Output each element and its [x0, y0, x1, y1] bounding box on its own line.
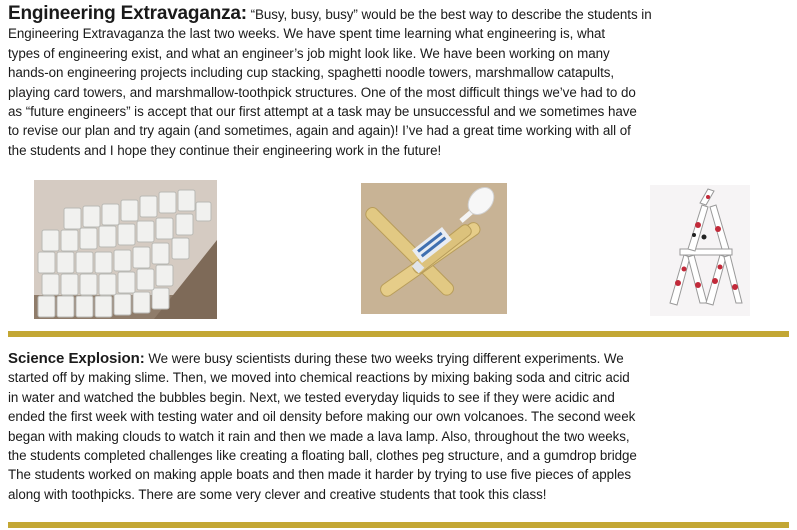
science-text-line: ended the first week with testing water and oil density before making our own volcanoes. The second week — [8, 409, 636, 425]
engineering-title: Engineering Extravaganza: — [8, 3, 247, 24]
science-title: Science Explosion: — [8, 350, 145, 367]
engineering-text-line: hands-on engineering projects including cup stacking, spaghetti noodle towers, marshmallow catapults, — [8, 65, 615, 81]
science-text-line: began with making clouds to watch it rain and then we made a lava lamp. Also, throughout the two weeks, — [8, 428, 630, 444]
science-text-line: The students worked on making apple boats and then made it harder by trying to use five pieces of apples — [8, 467, 632, 483]
engineering-text-line: the students and I hope they continue their engineering work in the future! — [8, 142, 442, 158]
popsicle-stick-catapult-photo — [361, 183, 507, 314]
playing-card-tower-photo — [650, 185, 750, 316]
engineering-text-line: “Busy, busy, busy” would be the best way to describe the students in — [246, 7, 652, 22]
engineering-text-line: playing card towers, and marshmallow-toothpick structures. One of the most difficult things we’ve had to do — [8, 84, 636, 100]
science-text-line: started off by making slime. Then, we moved into chemical reactions by mixing baking soda and citric acid — [8, 370, 630, 386]
science-paragraph — [8, 349, 794, 504]
engineering-text-line: types of engineering exist, and what an engineer’s job might look like. We have been working on many — [8, 45, 610, 61]
engineering-text-line: as “future engineers” is accept that our first attempt at a task may be unsuccessful and we sometimes have — [8, 104, 637, 120]
bottom-divider — [8, 522, 789, 528]
engineering-paragraph — [8, 4, 794, 160]
science-text-line: in water and watched the bubbles begin. Next, we tested everyday liquids to see if they were acidic and — [8, 389, 615, 405]
science-text-line: along with toothpicks. There are some very clever and creative students that took this class! — [8, 486, 547, 502]
cup-stacking-photo — [34, 180, 217, 319]
engineering-text-line: to revise our plan and try again (and sometimes, again and again)! I’ve had a great time working with all of — [8, 123, 631, 139]
engineering-text-line: Engineering Extravaganza the last two weeks. We have spent time learning what engineering is, what — [8, 26, 606, 42]
science-text-line: the students completed challenges like creating a floating ball, clothes peg structure, and a gumdrop bridge — [8, 448, 637, 464]
section-divider — [8, 331, 789, 337]
science-text-line: We were busy scientists during these two weeks trying different experiments. We — [144, 351, 624, 366]
